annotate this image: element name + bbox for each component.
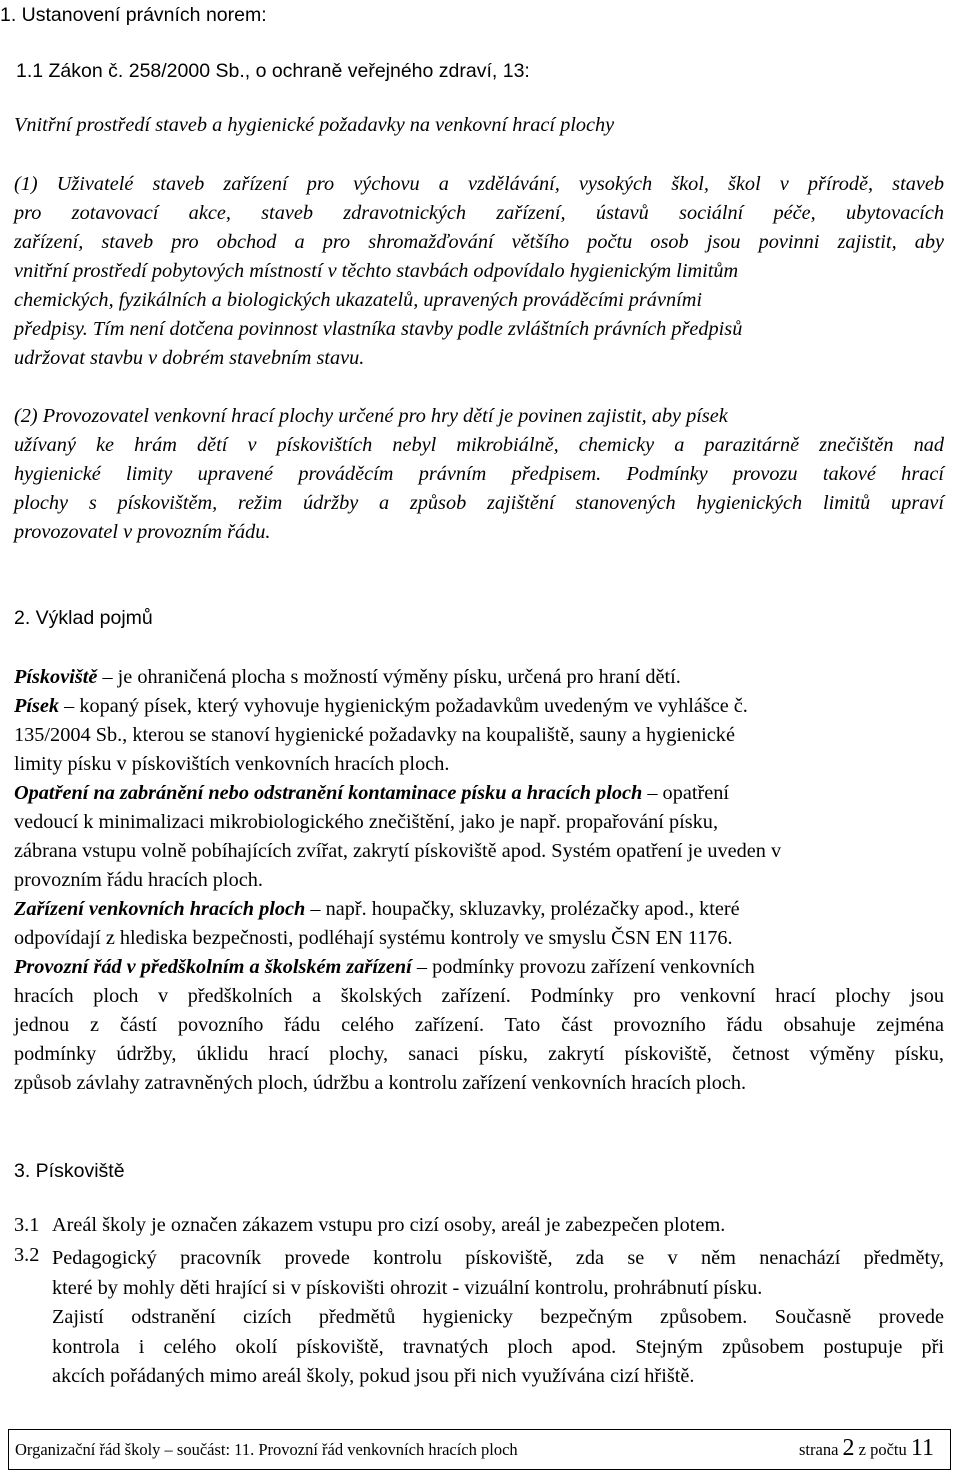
definition-sandpit: Pískoviště – je ohraničená plocha s možností výměny písku, určená pro hraní dětí.: [14, 666, 681, 688]
definition-line: provozním řádu hracích ploch.: [14, 869, 263, 891]
paragraph-1-line: vnitřní prostředí pobytových místností v těchto stavbách odpovídalo hygienickým limitům: [14, 260, 739, 282]
definition-line: jednou z částí povozního řádu celého zařízení. Tato část provozního řádu obsahuje zejména: [14, 1014, 944, 1036]
definition-line: 135/2004 Sb., kterou se stanoví hygienické požadavky na koupaliště, sauny a hygienické: [14, 724, 735, 746]
paragraph-2-line: hygienické limity upravené prováděcím právním předpisem. Podmínky provozu takové hrací: [14, 463, 944, 485]
definition-line: zábrana vstupu volně pobíhajících zvířat, zakrytí pískoviště apod. Systém opatření je uveden v: [14, 840, 782, 862]
paragraph-1-line: chemických, fyzikálních a biologických ukazatelů, upravených prováděcími právními: [14, 289, 703, 311]
definition-line: odpovídají z hlediska bezpečnosti, podléhají systému kontroly ve smyslu ČSN EN 1176.: [14, 927, 733, 949]
item-text: Areál školy je označen zákazem vstupu pro cizí osoby, areál je zabezpečen plotem.: [52, 1214, 726, 1236]
law-subtitle: Vnitřní prostředí staveb a hygienické požadavky na venkovní hrací plochy: [14, 114, 615, 136]
paragraph-1-line: pro zotavovací akce, staveb zdravotnických zařízení, ústavů sociální péče, ubytovacích: [14, 202, 944, 224]
page-footer: [8, 1429, 951, 1470]
paragraph-2: [14, 402, 944, 547]
definition-line: hracích ploch v předškolních a školských zařízení. Podmínky pro venkovní hrací plochy jsou: [14, 985, 944, 1007]
definition-line: limity písku v pískovištích venkovních hracích ploch.: [14, 753, 450, 775]
item-number: 3.1: [14, 1214, 40, 1236]
paragraph-2-line: (2) Provozovatel venkovní hrací plochy určené pro hry dětí je povinen zajistit, aby písek: [14, 405, 728, 427]
footer-page-number: strana 2 z počtu 11: [799, 1435, 934, 1461]
heading-section-3: 3. Pískoviště: [14, 1160, 125, 1182]
definition-line: způsob závlahy zatravněných ploch, údržbu a kontrolu zařízení venkovních hracích ploch.: [14, 1072, 747, 1094]
term-measures: Opatření na zabránění nebo odstranění kontaminace písku a hracích ploch: [14, 782, 643, 804]
definition-line: vedoucí k minimalizaci mikrobiologického znečištění, jako je např. propařování písku,: [14, 811, 719, 833]
item-line: Zajistí odstranění cizích předmětů hygienicky bezpečným způsobem. Současně provede: [52, 1306, 944, 1328]
paragraph-1-line: zařízení, staveb pro obchod a pro shromažďování většího počtu osob jsou povinni zajistit, aby: [14, 231, 944, 253]
item-line: Pedagogický pracovník provede kontrolu pískoviště, zda se v něm nenachází předměty,: [52, 1247, 944, 1269]
definition-measures: Opatření na zabránění nebo odstranění kontaminace písku a hracích ploch – opatření: [14, 782, 729, 804]
paragraph-2-line: užívaný ke hrám dětí v pískovištích nebyl mikrobiálně, chemicky a parazitárně znečištěn nad: [14, 434, 944, 456]
term-operating-rules: Provozní řád v předškolním a školském zařízení: [14, 956, 412, 978]
total-pages: 11: [910, 1435, 934, 1461]
paragraph-2-line: plochy s pískovištěm, režim údržby a způsob zajištění stanovených hygienických limitů upraví: [14, 492, 944, 514]
item-3-2-text: [52, 1244, 944, 1392]
item-line: které by mohly děti hrající si v pískovišti ohrozit - vizuální kontrolu, prohrábnutí písku.: [52, 1276, 763, 1299]
paragraph-1-line: udržovat stavbu v dobrém stavebním stavu.: [14, 347, 365, 369]
footer-document-title: Organizační řád školy – součást: 11. Provozní řád venkovních hracích ploch: [15, 1440, 518, 1459]
definition-operating-rules: Provozní řád v předškolním a školském zařízení – podmínky provozu zařízení venkovních: [14, 956, 755, 978]
definition-line: podmínky údržby, úklidu hrací plochy, sanaci písku, zakrytí pískoviště, četnost výměny písku,: [14, 1043, 944, 1065]
heading-law: 1.1 Zákon č. 258/2000 Sb., o ochraně veřejného zdraví, 13:: [16, 60, 530, 82]
paragraph-1-line: předpisy. Tím není dotčena povinnost vlastníka stavby podle zvláštních právních předpisů: [14, 318, 743, 340]
definition-equipment: Zařízení venkovních hracích ploch – např. houpačky, skluzavky, prolézačky apod., které: [14, 898, 740, 920]
item-line: akcích pořádaných mimo areál školy, pokud jsou při nich využívána cizí hřiště.: [52, 1365, 695, 1387]
paragraph-1-line: (1) Uživatelé staveb zařízení pro výchovu a vzdělávání, vysokých škol, škol v přírodě, staveb: [14, 173, 944, 195]
term-sandpit: Pískoviště: [14, 666, 98, 688]
heading-section-2: 2. Výklad pojmů: [14, 607, 153, 629]
item-number: 3.2: [14, 1244, 40, 1266]
definitions: [14, 663, 944, 1098]
paragraph-1: [14, 170, 944, 373]
term-sand: Písek: [14, 695, 60, 717]
item-line: kontrola i celého okolí pískoviště, travnatých ploch apod. Stejným způsobem postupuje při: [52, 1335, 944, 1358]
heading-section-1: 1. Ustanovení právních norem:: [0, 4, 267, 26]
definition-sand: Písek – kopaný písek, který vyhovuje hygienickým požadavkům uvedeným ve vyhlášce č.: [14, 695, 748, 717]
current-page: 2: [842, 1435, 855, 1461]
term-equipment: Zařízení venkovních hracích ploch: [14, 898, 306, 920]
paragraph-2-line: provozovatel v provozním řádu.: [14, 521, 271, 543]
